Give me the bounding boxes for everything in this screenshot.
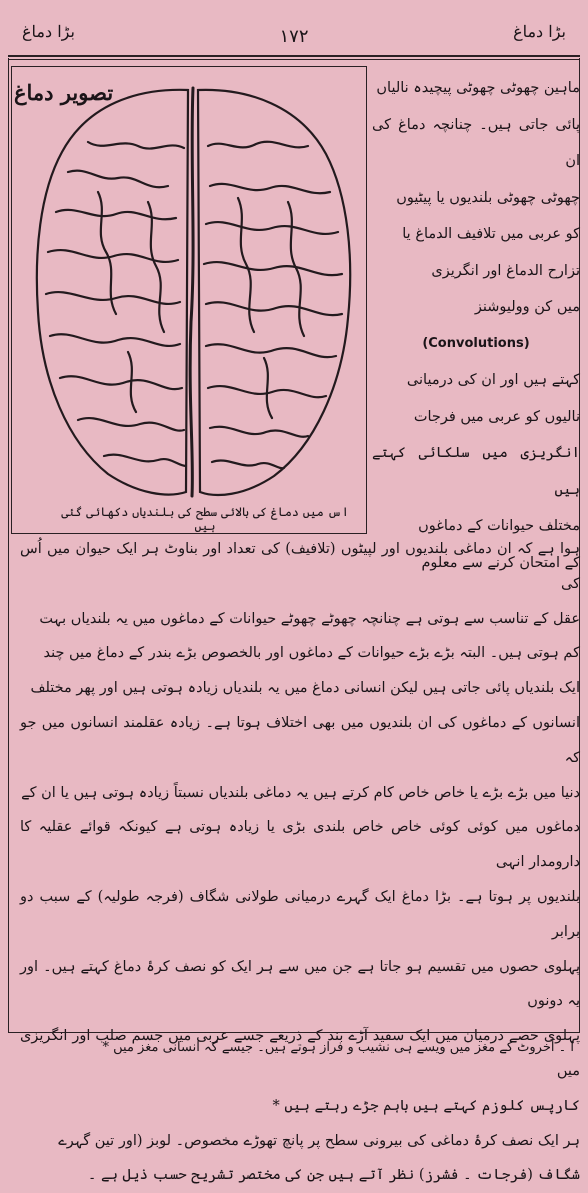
- footnote-rule: [8, 1032, 580, 1033]
- text-line: ہوا ہے کہ ان دماغی بلندیوں اور لپیٹوں (تلافیف) کی تعداد اور بناوٹ ہر ایک حیوان میں اُس کی: [20, 541, 580, 592]
- text-line: دنیا میں بڑے بڑے یا خاص خاص کام کرتے ہیں یہ دماغی بلندیاں نسبتاً زیادہ ہوتی ہیں یا ان کے: [21, 784, 580, 801]
- text-line: ایک بلندیاں پائی جاتی ہیں لیکن انسانی دماغ میں یہ بلندیاں زیادہ ہوتی ہیں اور پھر مختلف: [30, 680, 580, 697]
- left-border-rule: [8, 58, 9, 1032]
- text-line: کہتے ہیں اور ان کی درمیانی: [406, 372, 580, 388]
- text-line: نالیوں کو عربی میں فرجات: [413, 408, 580, 425]
- body-text: [20, 532, 580, 1193]
- text-line: عقل کے تناسب سے ہوتی ہے چنانچہ چھوٹے چھوٹے حیوانات کے دماغوں میں یہ بلندیاں بہت: [39, 610, 580, 627]
- text-line: میں کن وولیوشنز: [474, 299, 580, 315]
- text-line: چھوٹی چھوٹی بلندیوں یا پیٹیوں: [396, 189, 580, 206]
- text-line: انسانوں کے دماغوں کی ان بلندیوں میں بھی اختلاف ہوتا ہے۔ زیادہ عقلمند انسانوں میں جو کہ: [20, 714, 580, 766]
- text-line: مختلف حیوانات کے دماغوں: [418, 518, 580, 534]
- figure-title: تصویر دماغ: [14, 80, 114, 105]
- footnote: ا ۔ آخروٹ کے مغز میں ویسے ہی نشیب و فراز ہوتے ہیں۔ جیسے کہ انسانی مغز میں *: [102, 1040, 574, 1055]
- right-hemisphere-outline: [198, 90, 350, 495]
- running-head-left: بڑا دماغ: [22, 22, 75, 41]
- text-line: ماہین چھوٹی چھوٹی پیچیدہ نالیاں: [376, 80, 580, 96]
- header-rule-inner: [8, 59, 580, 60]
- text-line: کو عربی میں تلافیف الدماغ یا: [402, 226, 580, 242]
- longitudinal-fissure: [190, 88, 193, 496]
- text-line: دماغوں میں کوئی کوئی خاص خاص بلندی بڑی یا زیادہ ہوتی ہے کیونکہ قوائے عقلیہ کا دارومدار انہی: [20, 819, 580, 871]
- text-line: انگریزی میں سلکائی کہتے ہیں: [372, 445, 580, 498]
- text-line: پہلوی حصے درمیان میں ایک سفید آڑے بند کے ذریعے جسے عربی میں جسم صلب اور انگریزی میں: [20, 1028, 580, 1079]
- english-term: (Convolutions): [422, 335, 530, 351]
- text-line: تزارح الدماغ اور انگریزی: [431, 262, 580, 279]
- page-number: ۱۷۲: [279, 26, 309, 47]
- figure-caption: اس میں دماغ کی بالائی سطح کی بلندیاں دکھائی گئی ہیں: [61, 505, 349, 533]
- text-line: ہر ایک نصف کرۂ دماغی کی بیرونی سطح پر پانچ تھوڑے مخصوص۔ لوبز (اور تین گہرے: [58, 1132, 580, 1149]
- text-line: شگاف (فرجات ۔ فشرز) نظر آتے ہیں جن کی مختصر تشریح حسب ذیل ہے ۔: [87, 1167, 580, 1184]
- text-line: کے امتحان کرنے سے معلوم: [421, 554, 580, 571]
- header-rule: [8, 55, 580, 57]
- brain-illustration: [28, 82, 358, 502]
- text-line: کم ہوتی ہیں۔ البتہ بڑے بڑے حیوانات کے دماغوں اور بالخصوص بڑے بندر کے دماغ میں چند: [43, 645, 580, 662]
- text-line: کارپس کلوزم کہتے ہیں باہم جڑے رہتے ہیں *: [272, 1097, 580, 1114]
- side-column-text: [372, 70, 580, 581]
- text-line: پائی جاتی ہیں۔ چنانچہ دماغ کی ان: [372, 116, 580, 169]
- text-line: پہلوی حصوں میں تقسیم ہو جاتا ہے جن میں سے ہر ایک کو نصف کرۂ دماغ کہتے ہیں۔ اور یہ دونوں: [20, 958, 580, 1010]
- running-head-right: بڑا دماغ: [513, 22, 566, 41]
- text-line: بلندیوں پر ہوتا ہے۔ بڑا دماغ ایک گہرے درمیانی طولانی شگاف (فرجہ طولیہ) کے سبب دو برابر: [20, 888, 580, 940]
